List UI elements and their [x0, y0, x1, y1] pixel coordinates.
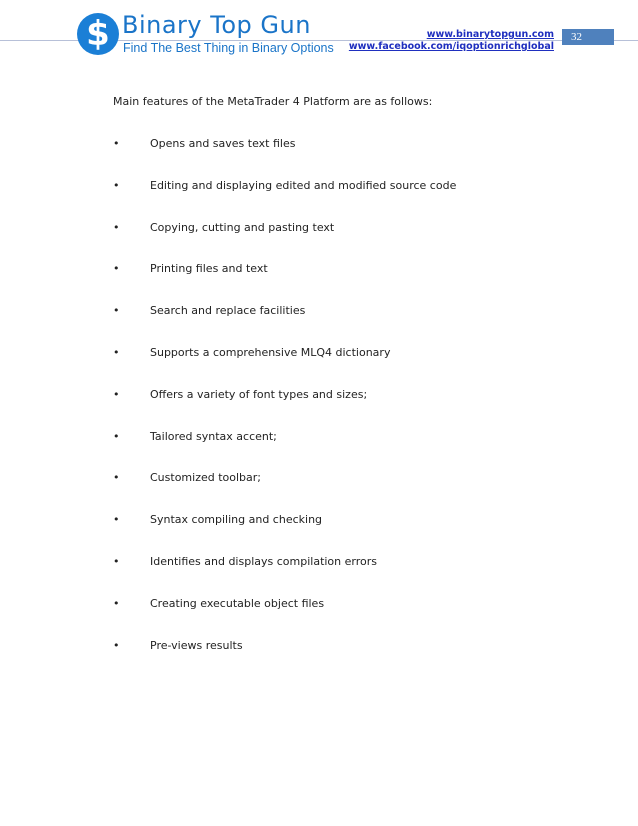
- list-item: [113, 346, 456, 388]
- list-item: [113, 179, 456, 221]
- feature-text: Supports a comprehensive MLQ4 dictionary: [150, 345, 391, 359]
- bullet: •: [113, 554, 120, 568]
- bullet: •: [113, 220, 120, 234]
- bullet: •: [113, 262, 120, 276]
- bullet: •: [113, 471, 120, 485]
- bullet: •: [113, 345, 120, 359]
- bullet: •: [113, 304, 120, 318]
- feature-text: Copying, cutting and pasting text: [150, 220, 335, 234]
- feature-text: Search and replace facilities: [150, 304, 306, 318]
- bullet: •: [113, 137, 120, 150]
- feature-text: Customized toolbar;: [150, 471, 261, 485]
- feature-text: Identifies and displays compilation errors: [150, 554, 377, 568]
- list-item: [113, 639, 456, 681]
- feature-text: Editing and displaying edited and modified source code: [150, 178, 457, 192]
- list-item: [113, 430, 456, 472]
- site-link[interactable]: www.binarytopgun.com: [426, 29, 554, 40]
- feature-text: Tailored syntax accent;: [150, 429, 277, 443]
- logo-symbol: $: [86, 14, 110, 54]
- intro-text: Main features of the MetaTrader 4 Platform are as follows:: [113, 95, 433, 108]
- feature-text: Pre-views results: [150, 638, 243, 652]
- logo-tagline: Find The Best Thing in Binary Options: [123, 41, 334, 55]
- bullet: •: [113, 638, 120, 652]
- feature-text: Offers a variety of font types and sizes;: [150, 387, 368, 401]
- list-item: [113, 137, 456, 179]
- feature-text: Creating executable object files: [150, 596, 325, 610]
- list-item: [113, 262, 456, 304]
- feature-text: Opens and saves text files: [150, 137, 296, 150]
- list-item: [113, 388, 456, 430]
- bullet: •: [113, 387, 120, 401]
- bullet: •: [113, 513, 120, 527]
- bullet: •: [113, 429, 120, 443]
- header-links: [349, 29, 554, 53]
- list-item: [113, 513, 456, 555]
- list-item: [113, 221, 456, 263]
- list-item: [113, 471, 456, 513]
- list-item: [113, 304, 456, 346]
- feature-text: Syntax compiling and checking: [150, 513, 323, 527]
- page-number: 32: [562, 29, 614, 45]
- feature-text: Printing files and text: [150, 262, 268, 276]
- bullet: •: [113, 596, 120, 610]
- dollar-logo-icon: [77, 13, 119, 55]
- list-item: [113, 555, 456, 597]
- feature-list: [113, 137, 456, 680]
- logo-title: Binary Top Gun: [122, 11, 311, 39]
- bullet: •: [113, 178, 120, 192]
- list-item: [113, 597, 456, 639]
- facebook-link[interactable]: www.facebook.com/iqoptionrichglobal: [348, 41, 554, 52]
